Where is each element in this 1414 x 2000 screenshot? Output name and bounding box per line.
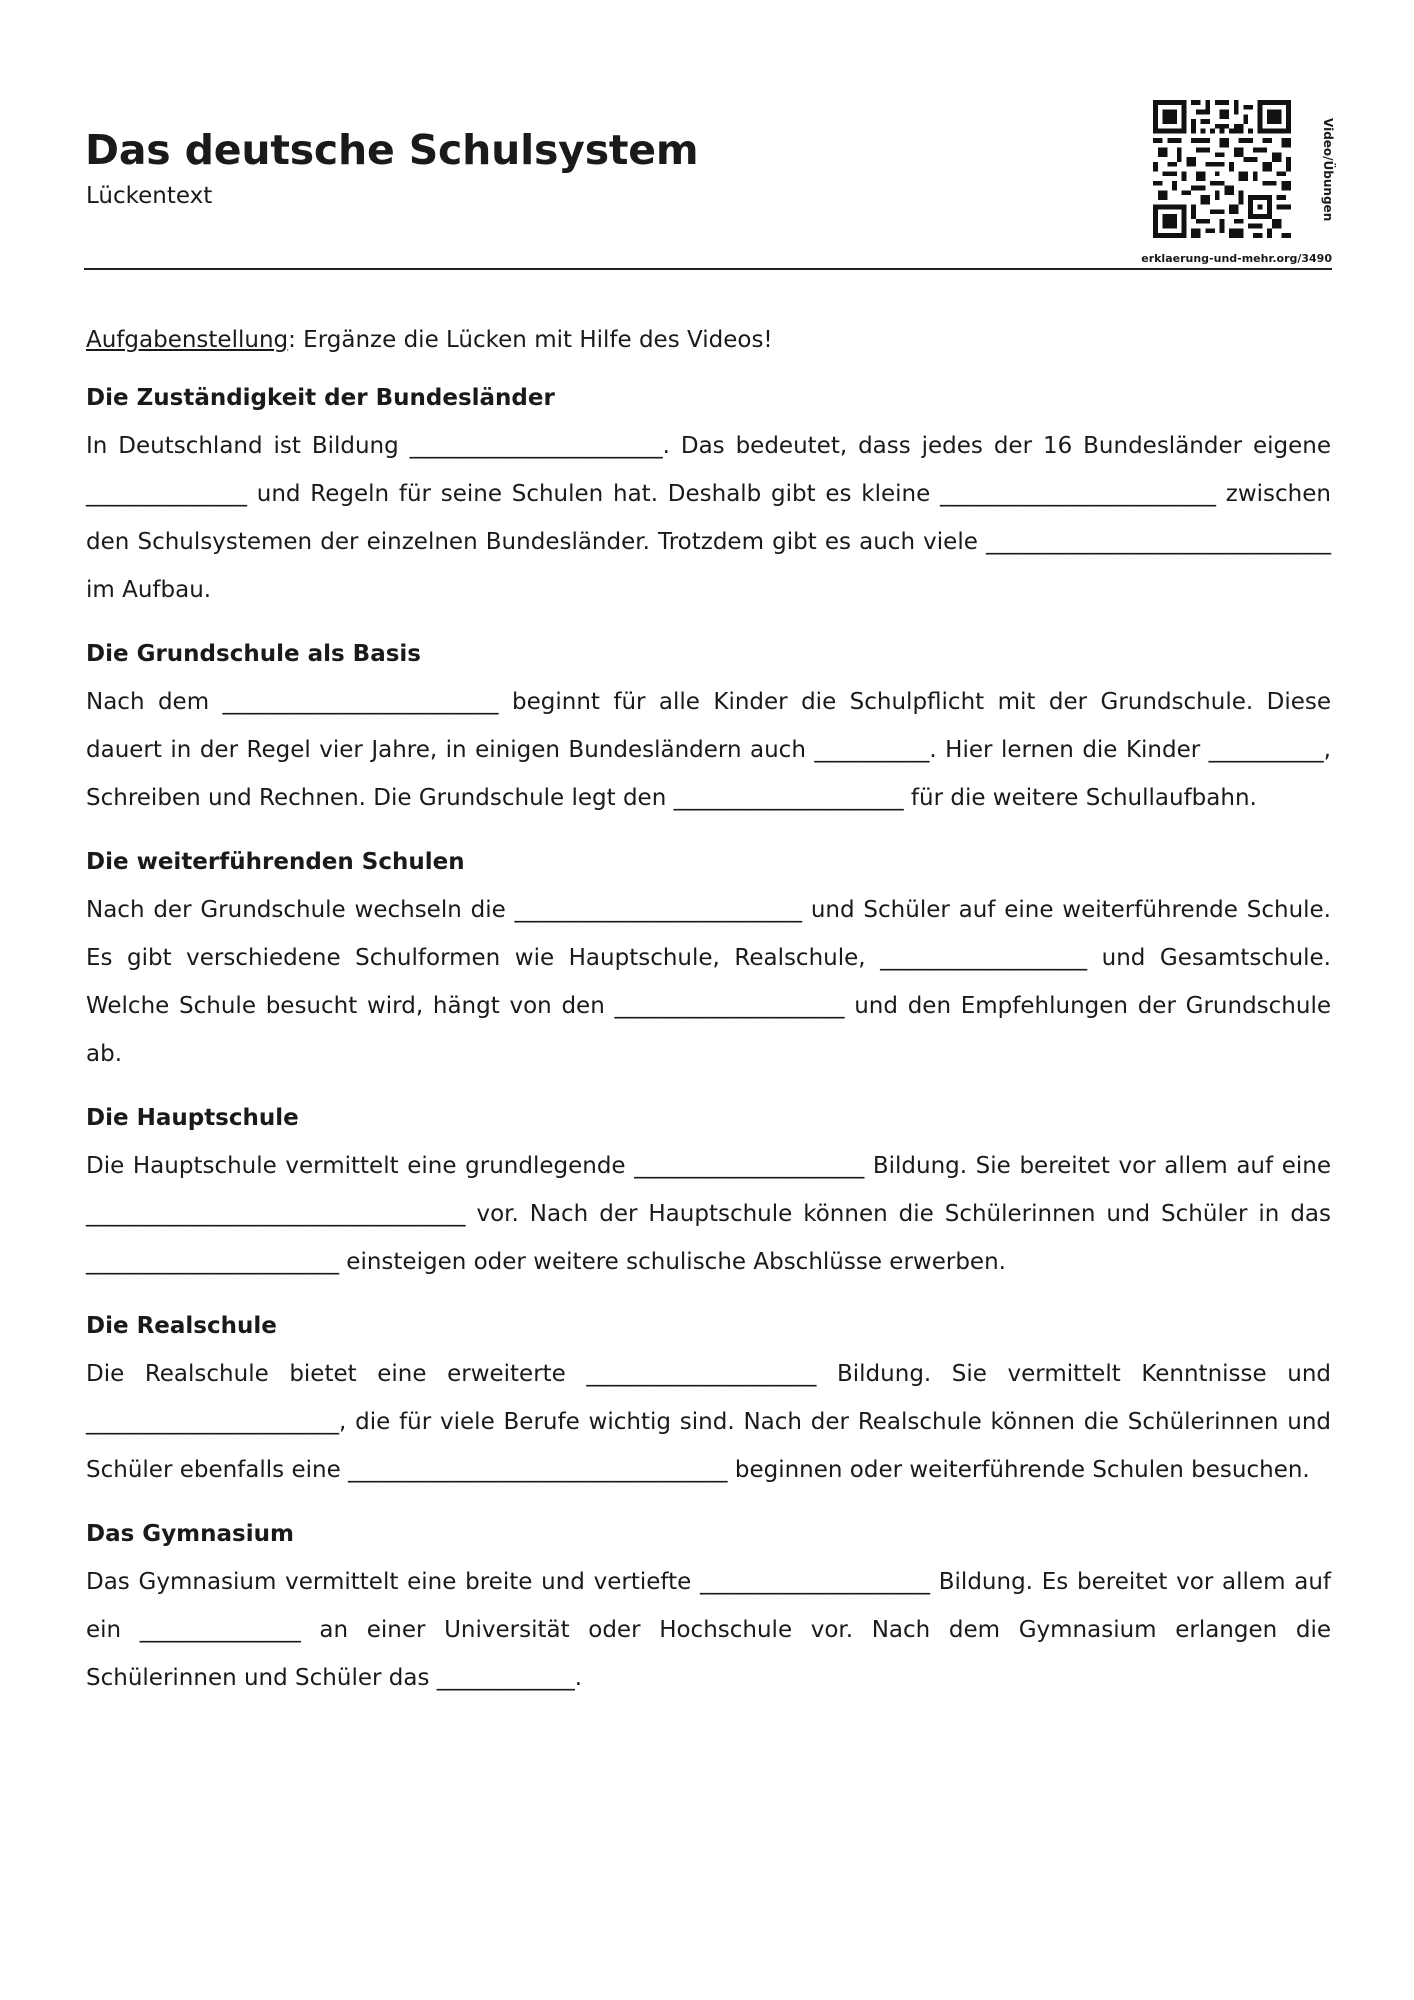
section-bundeslaender [86, 380, 1331, 614]
section-realschule [86, 1308, 1331, 1494]
page-title: Das deutsche Schulsystem [85, 126, 699, 174]
source-url: erklaerung-und-mehr.org/3490 [1141, 252, 1332, 265]
section-grundschule [86, 636, 1331, 822]
section-heading: Die Realschule [86, 1313, 277, 1339]
section-hauptschule [86, 1100, 1331, 1286]
section-heading: Die weiterführenden Schulen [86, 849, 465, 875]
section-text: Die Realschule bietet eine erweiterte ____________________ Bildung. Sie vermittelt Kenntnisse und ______________________, die für viele Berufe wichtig sind. Nach der Realschule können die Schülerinnen und Schüler ebenfalls eine _________________________________ beginnen oder weiterführende Schulen besuchen. [86, 1361, 1331, 1483]
section-gymnasium [86, 1516, 1331, 1702]
qr-code-icon [1153, 100, 1291, 238]
page-subtitle: Lückentext [86, 183, 213, 209]
section-weiterfuehrende-schulen [86, 844, 1331, 1078]
section-heading: Das Gymnasium [86, 1521, 294, 1547]
section-text: Die Hauptschule vermittelt eine grundlegende ____________________ Bildung. Sie bereitet vor allem auf eine _________________________________ vor. Nach der Hauptschule können die Schülerinnen und Schüler in das ______________________ einsteigen oder weitere schulische Abschlüsse erwerben. [86, 1153, 1331, 1275]
section-text: Nach dem ________________________ beginnt für alle Kinder die Schulpflicht mit der Grundschule. Diese dauert in der Regel vier Jahre, in einigen Bundesländern auch __________. Hier lernen die Kinder __________, Schreiben und Rechnen. Die Grundschule legt den ____________________ für die weitere Schullaufbahn. [86, 689, 1331, 811]
worksheet-body [86, 322, 1331, 1724]
instruction-label: Aufgabenstellung [86, 327, 289, 353]
instruction-text: : Ergänze die Lücken mit Hilfe des Videos! [288, 327, 773, 353]
section-text: Nach der Grundschule wechseln die _________________________ und Schüler auf eine weiterführende Schule. Es gibt verschiedene Schulformen wie Hauptschule, Realschule, __________________ und Gesamtschule. Welche Schule besucht wird, hängt von den ____________________ und den Empfehlungen der Grundschule ab. [86, 897, 1331, 1067]
section-text: Das Gymnasium vermittelt eine breite und vertiefte ____________________ Bildung. Es bereitet vor allem auf ein ______________ an einer Universität oder Hochschule vor. Nach dem Gymnasium erlangen die Schülerinnen und Schüler das ____________. [86, 1569, 1331, 1691]
instruction [86, 322, 1331, 358]
section-heading: Die Zuständigkeit der Bundesländer [86, 385, 555, 411]
section-heading: Die Hauptschule [86, 1105, 299, 1131]
header-divider [84, 268, 1332, 270]
section-text: In Deutschland ist Bildung ______________________. Das bedeutet, dass jedes der 16 Bundesländer eigene ______________ und Regeln für seine Schulen hat. Deshalb gibt es kleine ________________________ zwischen den Schulsystemen der einzelnen Bundesländer. Trotzdem gibt es auch viele ______________________________ im Aufbau. [86, 433, 1331, 603]
section-heading: Die Grundschule als Basis [86, 641, 421, 667]
video-exercises-label: Video/Übungen [1321, 118, 1335, 222]
